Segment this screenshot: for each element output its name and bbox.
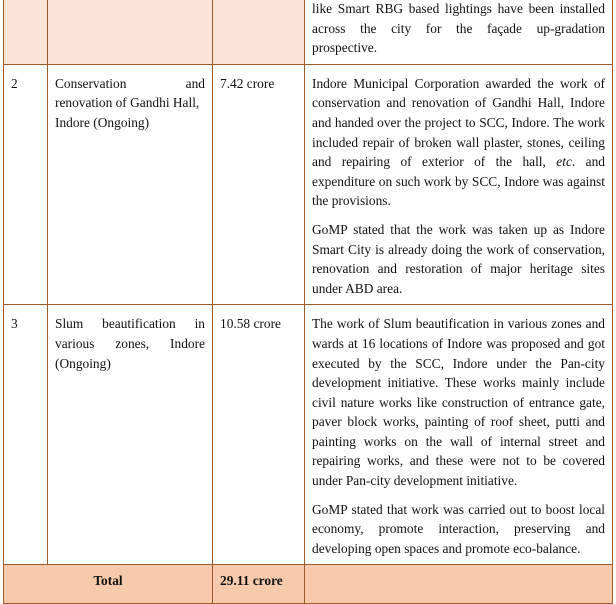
details-paragraph: GoMP stated that work was carried out to boost local economy, promote interaction, preserving and developing open spaces and promote eco-balance. [312, 501, 605, 556]
details-cell [305, 305, 613, 565]
amount-cell [213, 0, 305, 64]
work-cell [48, 305, 213, 565]
amount-cell: 7.42 crore [213, 64, 305, 305]
total-amount: 29.11 crore [213, 565, 305, 604]
table-row [4, 305, 613, 565]
work-cell [48, 0, 213, 64]
work-cell [48, 64, 213, 305]
sno-cell [4, 0, 48, 64]
details-paragraph [312, 74, 605, 211]
details-cell [305, 64, 613, 305]
details-line: prospective. [312, 40, 378, 56]
work-line: renovation of Gandhi Hall, Indore (Ongoing) [55, 95, 200, 130]
table-row-continued [4, 0, 613, 64]
details-paragraph: GoMP stated that the work was taken up as Indore Smart City is already doing the work of conservation, renovation and restoration of major heritage sites under ABD area. [312, 221, 605, 296]
details-text: . and expenditure on such work by SCC, Indore was against the provisions. [312, 154, 606, 209]
details-text: Indore Municipal Corporation awarded the work of conservation and renovation of Gandhi Hall, Indore and handed over the project to SCC, Indore. The work included repair of broken wall plaster, stones, ceiling and repairing of exterior of the hall, [312, 75, 605, 170]
work-line: (Ongoing) [55, 355, 111, 371]
total-label: Total [4, 565, 213, 604]
details-line: like Smart RBG based lightings have been installed [312, 1, 605, 16]
work-line: Conservation and [55, 75, 205, 91]
details-cell [305, 0, 613, 64]
amount-cell: 10.58 crore [213, 305, 305, 565]
work-line: Slum beautification in [55, 316, 205, 332]
details-italic: etc [556, 154, 572, 170]
total-row [4, 565, 613, 604]
details-line: across the city for the façade up-gradation [312, 20, 605, 36]
total-details-cell [305, 565, 613, 604]
details-paragraph: The work of Slum beautification in various zones and wards at 16 locations of Indore was proposed and got executed by the SCC, Indore under the Pan-city development initiative. These works mainly include civil nature works like construction of entrance gate, paver block works, painting of roof sheet, putti and painting works on the wall of internal street and repairing works, and these were not to be covered under Pan-city development initiative. [312, 316, 605, 489]
sno-cell: 3 [4, 305, 48, 565]
audit-findings-table [3, 0, 613, 604]
table-row [4, 64, 613, 305]
sno-cell: 2 [4, 64, 48, 305]
work-line: various zones, Indore [55, 335, 205, 351]
